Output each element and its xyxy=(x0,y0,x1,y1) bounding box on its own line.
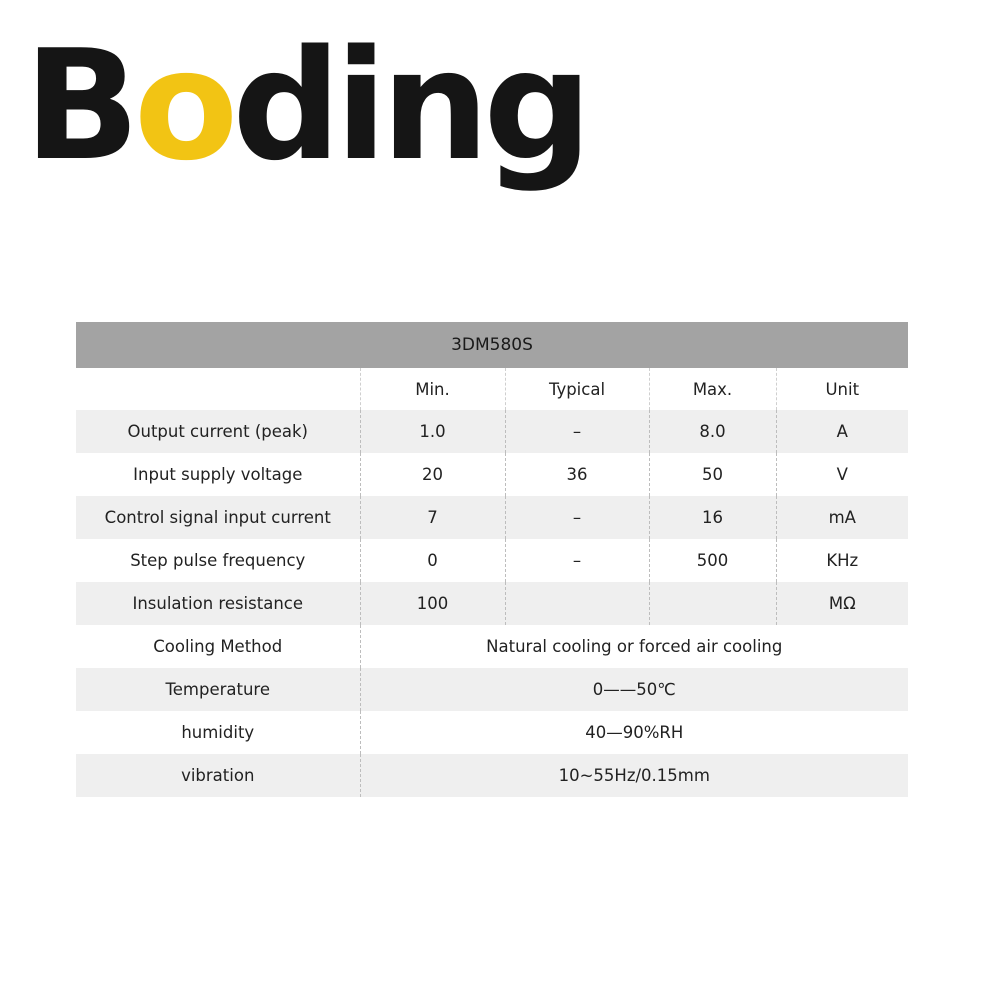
env-label: vibration xyxy=(76,754,360,797)
env-label: Temperature xyxy=(76,668,360,711)
env-value: Natural cooling or forced air cooling xyxy=(360,625,908,668)
table-row xyxy=(76,453,908,496)
table-title: 3DM580S xyxy=(76,322,908,368)
row-typical: – xyxy=(505,539,649,582)
env-value: 10~55Hz/0.15mm xyxy=(360,754,908,797)
row-min: 0 xyxy=(360,539,505,582)
row-typical: 36 xyxy=(505,453,649,496)
env-value: 0——50℃ xyxy=(360,668,908,711)
header-cell-label xyxy=(76,368,360,410)
row-typical: – xyxy=(505,410,649,453)
row-unit: A xyxy=(776,410,908,453)
row-label: Step pulse frequency xyxy=(76,539,360,582)
header-cell-typical: Typical xyxy=(505,368,649,410)
table-row xyxy=(76,539,908,582)
row-min: 1.0 xyxy=(360,410,505,453)
header-cell-unit: Unit xyxy=(776,368,908,410)
table-header-row xyxy=(76,368,908,410)
logo-letter-o-accent: o xyxy=(133,17,233,194)
table-row xyxy=(76,410,908,453)
row-label: Control signal input current xyxy=(76,496,360,539)
row-max: 500 xyxy=(649,539,776,582)
logo-letter-b: B xyxy=(24,17,134,194)
row-typical xyxy=(505,582,649,625)
brand-logo xyxy=(24,17,587,196)
row-unit: V xyxy=(776,453,908,496)
row-min: 20 xyxy=(360,453,505,496)
row-max: 16 xyxy=(649,496,776,539)
row-unit: KHz xyxy=(776,539,908,582)
table-row-env xyxy=(76,668,908,711)
logo-letters-ding: ding xyxy=(232,17,587,194)
table-row xyxy=(76,496,908,539)
row-min: 7 xyxy=(360,496,505,539)
header-cell-min: Min. xyxy=(360,368,505,410)
spec-table xyxy=(76,322,908,797)
row-label: Insulation resistance xyxy=(76,582,360,625)
row-max xyxy=(649,582,776,625)
row-unit: mA xyxy=(776,496,908,539)
row-label: Output current (peak) xyxy=(76,410,360,453)
table-row-env xyxy=(76,754,908,797)
env-value: 40—90%RH xyxy=(360,711,908,754)
table-row-env xyxy=(76,625,908,668)
row-max: 8.0 xyxy=(649,410,776,453)
row-unit: MΩ xyxy=(776,582,908,625)
table-row xyxy=(76,582,908,625)
table-row-env xyxy=(76,711,908,754)
env-label: humidity xyxy=(76,711,360,754)
row-typical: – xyxy=(505,496,649,539)
table-title-row xyxy=(76,322,908,368)
env-label: Cooling Method xyxy=(76,625,360,668)
row-min: 100 xyxy=(360,582,505,625)
header-cell-max: Max. xyxy=(649,368,776,410)
row-max: 50 xyxy=(649,453,776,496)
row-label: Input supply voltage xyxy=(76,453,360,496)
